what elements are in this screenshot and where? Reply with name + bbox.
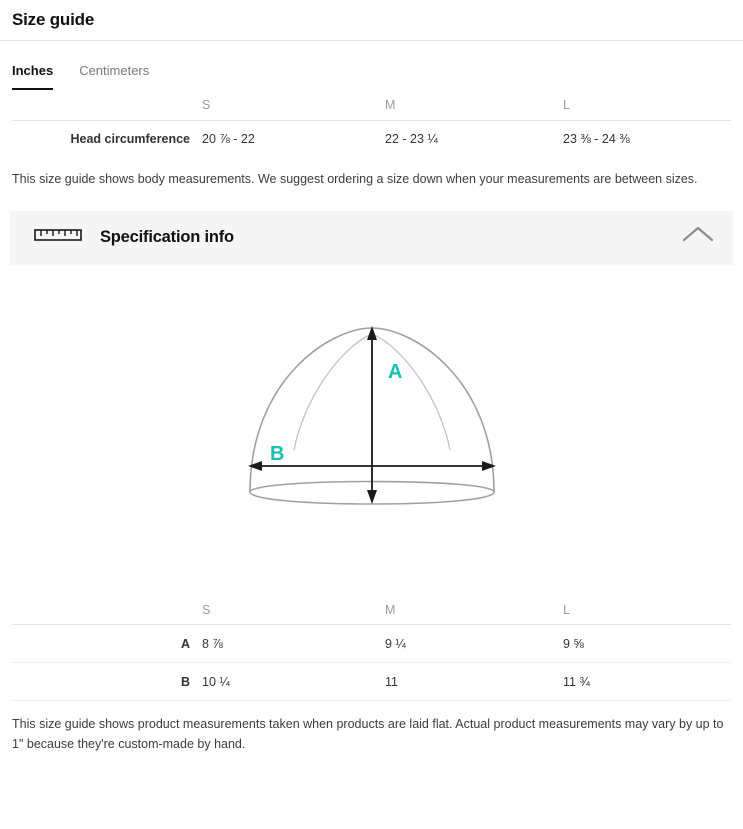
specification-info-section-header[interactable] <box>10 211 733 265</box>
page-title: Size guide <box>12 10 95 29</box>
chevron-up-icon[interactable] <box>681 224 715 251</box>
cell-head-circumference-m: 22 - 23 ¼ <box>385 132 438 147</box>
ruler-icon <box>34 225 82 250</box>
table-row <box>12 625 731 663</box>
cell-a-m: 9 ¼ <box>385 636 406 651</box>
body-measurement-table-wrapper <box>0 90 743 158</box>
tab-centimeters[interactable]: Centimeters <box>79 63 150 78</box>
cell-a-s: 8 ⅞ <box>202 636 223 651</box>
diagram-label-b: B <box>269 442 284 465</box>
diagram-label-a: A <box>387 360 402 383</box>
product-measurement-table <box>12 595 731 702</box>
beanie-diagram-svg <box>242 320 502 540</box>
column-header-l: L <box>563 602 570 617</box>
column-header-m: M <box>385 602 396 617</box>
table-row <box>12 663 731 701</box>
tab-inches[interactable]: Inches <box>12 63 53 90</box>
table-row <box>12 120 731 158</box>
product-measurement-note: This size guide shows product measurements taken when products are laid flat. Actual product measurements may vary by up to 1" because they're custom-made by hand. <box>12 717 724 751</box>
unit-tabs <box>0 41 743 90</box>
cell-head-circumference-l: 23 ⅜ - 24 ⅜ <box>563 132 630 147</box>
cell-head-circumference-s: 20 ⅞ - 22 <box>202 132 255 147</box>
product-measurement-table-wrapper <box>0 595 743 702</box>
column-header-m: M <box>385 97 396 112</box>
row-label-a: A <box>180 636 190 651</box>
specification-info-title: Specification info <box>100 228 234 247</box>
body-measurement-note: This size guide shows body measurements. We suggest ordering a size down when your measurements are between sizes. <box>12 172 698 186</box>
column-header-s: S <box>202 97 211 112</box>
cell-b-s: 10 ¼ <box>202 674 230 689</box>
column-header-blank <box>12 90 202 120</box>
cell-b-m: 11 <box>385 674 398 689</box>
product-diagram <box>0 265 743 595</box>
cell-a-l: 9 ⅝ <box>563 636 584 651</box>
column-header-l: L <box>563 97 570 112</box>
column-header-s: S <box>202 602 211 617</box>
table-header-row <box>12 90 731 120</box>
body-measurement-table <box>12 90 731 158</box>
row-label-b: B <box>180 674 190 689</box>
row-label-head-circumference: Head circumference <box>70 132 190 147</box>
page-header <box>0 0 743 40</box>
cell-b-l: 11 ¾ <box>563 674 590 689</box>
column-header-blank <box>12 595 202 625</box>
table-header-row <box>12 595 731 625</box>
